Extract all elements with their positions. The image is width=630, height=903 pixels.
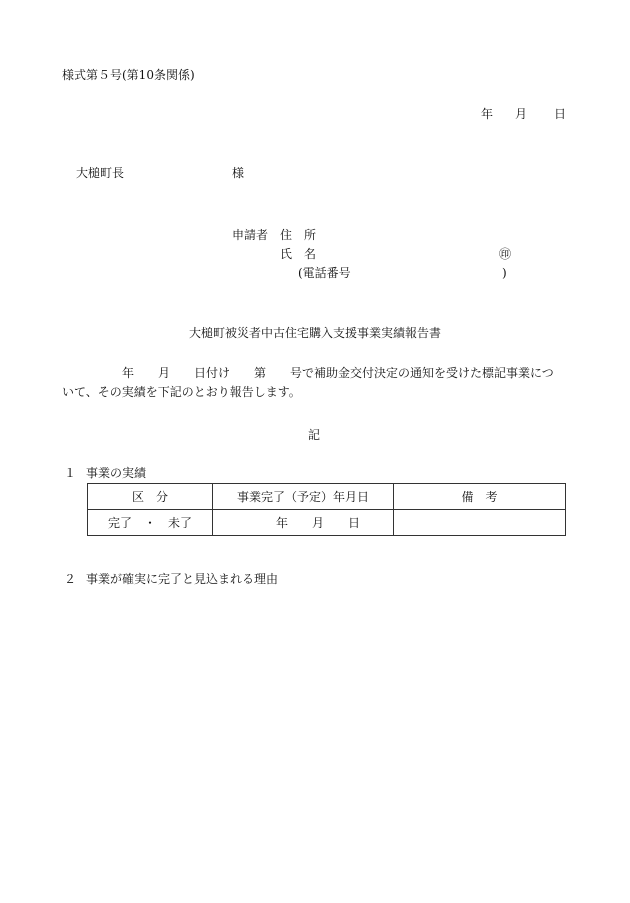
document-title: 大槌町被災者中古住宅購入支援事業実績報告書 [188,326,441,340]
cell-date: 年 月 日 [213,510,394,536]
header-remarks: 備 考 [394,484,566,510]
date-day: 日 [554,107,567,121]
addressee-honorific: 様 [232,166,245,180]
header-category: 区 分 [88,484,213,510]
name-label: 氏 名 [280,247,317,261]
form-number: 様式第５号(第10条関係) [62,68,195,82]
seal-mark: ㊞ [499,247,512,261]
section-1-label: 事業の実績 [86,466,147,480]
body-line-1: 年 月 日付け 第 号で補助金交付決定の通知を受けた標記事業につ [122,366,554,380]
phone-label: (電話番号 [298,266,351,280]
section-2-number: ２ [64,572,77,586]
cell-remarks [394,510,566,536]
cell-status: 完了 ・ 未了 [88,510,213,536]
body-line-2: いて、その実績を下記のとおり報告します。 [62,385,301,399]
applicant-label: 申請者 [232,228,269,242]
phone-close: ) [502,266,507,280]
table-header-row [88,484,566,510]
date-year: 年 [481,107,494,121]
addressee-name: 大槌町長 [76,166,125,180]
section-2-label: 事業が確実に完了と見込まれる理由 [86,572,279,586]
table-row [88,510,566,536]
header-completion-date: 事業完了（予定）年月日 [213,484,394,510]
address-label: 住 所 [280,228,317,242]
date-month: 月 [515,107,528,121]
section-1-number: １ [64,466,77,480]
results-table [87,483,566,536]
ki-heading: 記 [308,428,321,442]
